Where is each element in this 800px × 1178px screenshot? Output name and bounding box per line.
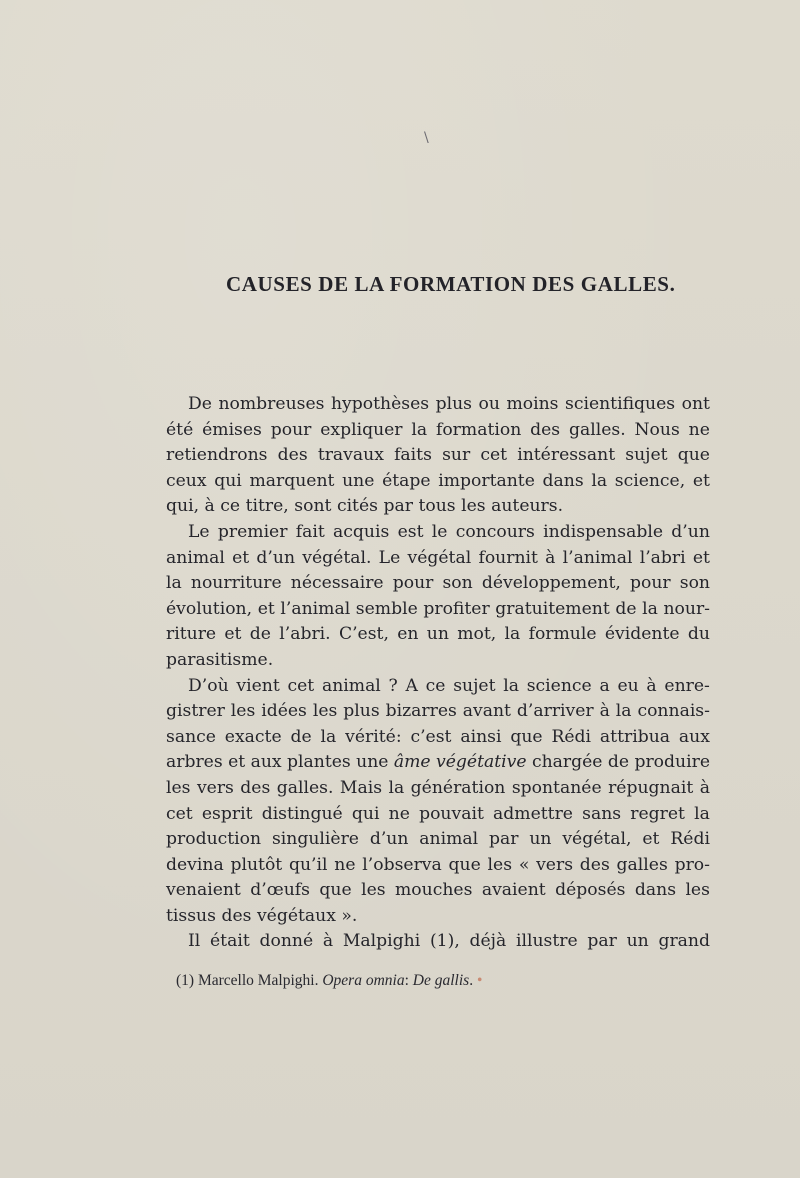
text-line <box>166 443 710 469</box>
word: vient <box>236 675 280 696</box>
word: d’œufs <box>250 880 310 901</box>
word: de <box>607 752 630 773</box>
word: ne <box>388 803 410 824</box>
word: des <box>221 905 252 926</box>
word: étape <box>382 470 431 491</box>
word: que <box>319 880 352 901</box>
word: des <box>277 445 308 466</box>
word: à <box>699 777 710 798</box>
word: à <box>545 547 556 568</box>
word: évidente <box>604 624 680 645</box>
word: des <box>530 419 561 440</box>
word: fait <box>295 521 325 542</box>
word: que <box>510 726 543 747</box>
word: son <box>679 573 710 594</box>
word: titre, <box>245 496 289 517</box>
word: pour <box>270 419 312 440</box>
word: singulière <box>271 829 359 850</box>
word: mouches <box>395 880 473 901</box>
word: par <box>383 496 413 517</box>
word: et <box>228 752 246 773</box>
word: à <box>204 496 215 517</box>
word: produire <box>634 752 710 773</box>
word: qu’il <box>288 854 328 875</box>
word: science <box>526 675 592 696</box>
word: des <box>579 854 610 875</box>
text-line <box>166 802 710 828</box>
word: qui <box>214 470 242 491</box>
word: dans <box>542 470 584 491</box>
text-line <box>166 853 710 879</box>
word: a <box>599 675 610 696</box>
word: aux <box>250 752 282 773</box>
word: intéressant <box>517 445 616 466</box>
word: scientifiques <box>565 394 676 414</box>
word: sujet <box>453 675 496 696</box>
word: son <box>442 573 473 594</box>
word: et <box>692 547 710 568</box>
word: cet <box>166 803 193 824</box>
text-line <box>166 571 710 597</box>
word: Le <box>378 547 401 568</box>
word: du <box>687 624 710 645</box>
word: Rédi <box>670 829 710 850</box>
word: la <box>166 573 182 594</box>
word: De <box>188 394 212 414</box>
word: plutôt <box>230 854 283 875</box>
word: hypothèses <box>330 394 430 414</box>
word: la <box>591 470 608 491</box>
word: Le <box>188 521 210 542</box>
word: eu <box>617 675 639 696</box>
word: et <box>224 624 242 645</box>
word: répugnait <box>608 777 694 798</box>
word: faits <box>394 445 432 466</box>
word: animal <box>419 829 479 850</box>
word: est <box>397 521 424 542</box>
word: et <box>642 829 660 850</box>
word: sont <box>294 496 332 517</box>
word: déjà <box>469 931 507 952</box>
word: végétal. <box>302 547 372 568</box>
word: expliquer <box>320 419 403 440</box>
word: la <box>504 624 521 645</box>
word: des <box>240 777 271 798</box>
word: végétaux <box>256 905 336 926</box>
text-line <box>166 674 710 700</box>
word: production <box>166 829 262 850</box>
word: A <box>405 675 418 696</box>
word: de <box>249 624 271 645</box>
chapter-title: CAUSES DE LA FORMATION DES GALLES. <box>226 272 676 296</box>
word: Rédi <box>551 726 592 747</box>
word: ce <box>425 675 446 696</box>
word: nécessaire <box>290 573 384 594</box>
text-line <box>166 776 710 802</box>
word: profiter <box>423 598 490 619</box>
word: les <box>685 880 710 901</box>
word: d’un <box>369 829 409 850</box>
word: de <box>615 598 637 619</box>
word: ? <box>388 675 398 696</box>
footnote <box>176 972 482 990</box>
word: illustre <box>515 931 578 952</box>
word: la <box>503 675 519 696</box>
word: par <box>587 931 617 952</box>
word: un <box>626 931 649 952</box>
word: à <box>599 701 610 722</box>
word: d’arriver <box>516 701 594 722</box>
word: admettre <box>493 803 573 824</box>
word: l’animal <box>280 598 351 619</box>
word: nourriture <box>190 573 282 594</box>
word: plantes <box>287 752 351 773</box>
word: premier <box>217 521 288 542</box>
word: Il <box>188 931 201 952</box>
word: avaient <box>481 880 546 901</box>
word: ». <box>341 905 358 926</box>
word: cet <box>287 675 315 696</box>
word: attribua <box>599 726 671 747</box>
word: D’où <box>188 675 229 696</box>
word: pouvait <box>419 803 484 824</box>
word: par <box>489 829 519 850</box>
word: que <box>677 445 710 466</box>
word: évolution, <box>166 598 253 619</box>
word: un <box>426 624 449 645</box>
word: cet <box>480 445 508 466</box>
text-line <box>166 878 710 904</box>
word: sur <box>442 445 471 466</box>
word: galles. <box>276 777 334 798</box>
word: concours <box>455 521 535 542</box>
word: galles. <box>568 419 626 440</box>
word: bizarres <box>385 701 457 722</box>
word: gratuitement <box>495 598 610 619</box>
text-line <box>166 827 710 853</box>
word: riture <box>166 624 217 645</box>
word: l’observa <box>362 854 442 875</box>
word: la <box>694 803 710 824</box>
word: de <box>290 726 312 747</box>
word: ou <box>478 394 500 414</box>
word: regret <box>630 803 685 824</box>
word: C’est, <box>338 624 389 645</box>
word: végétal, <box>562 829 632 850</box>
word: pro- <box>674 854 710 875</box>
word: exacte <box>224 726 282 747</box>
word: les <box>312 701 338 722</box>
word: les <box>230 701 256 722</box>
word: acquis <box>333 521 390 542</box>
word: la <box>615 701 632 722</box>
word: ne <box>688 419 710 440</box>
word: moins <box>506 394 559 414</box>
word: sans <box>582 803 622 824</box>
word: à <box>646 675 657 696</box>
word: d’un <box>256 547 296 568</box>
word: « <box>518 854 530 875</box>
word: grand <box>658 931 710 952</box>
italic-phrase: âme végétative <box>393 752 527 773</box>
word: connais- <box>637 701 710 722</box>
word: ainsi <box>460 726 502 747</box>
word: émises <box>202 419 262 440</box>
word: Nous <box>634 419 680 440</box>
word: sance <box>166 726 216 747</box>
word: cités <box>336 496 378 517</box>
word: ne <box>334 854 356 875</box>
word: Mais <box>339 777 383 798</box>
word: venaient <box>166 880 241 901</box>
word: gistrer <box>166 701 225 722</box>
word: tous <box>418 496 456 517</box>
text-line <box>166 725 710 751</box>
word: qui <box>351 803 380 824</box>
word: (1), <box>429 931 460 952</box>
text-line <box>166 929 710 955</box>
word: arbres <box>166 752 223 773</box>
word: science, <box>614 470 686 491</box>
text-line <box>166 648 710 674</box>
word: nour- <box>663 598 710 619</box>
word: aux <box>678 726 710 747</box>
word: c’est <box>410 726 452 747</box>
word: pour <box>392 573 434 594</box>
text-line <box>166 520 710 546</box>
word: devina <box>166 854 224 875</box>
word: génération <box>410 777 506 798</box>
word: nombreuses <box>218 394 325 414</box>
text-line <box>166 622 710 648</box>
footnote-prefix: (1) Marcello Malpighi. <box>176 972 323 989</box>
word: indispensable <box>543 521 663 542</box>
word: ceux <box>166 470 207 491</box>
body-text <box>166 392 710 955</box>
word: l’abri. <box>279 624 331 645</box>
footnote-suffix: . <box>469 972 474 989</box>
word: marquent <box>249 470 335 491</box>
word: importante <box>438 470 535 491</box>
word: que <box>448 854 481 875</box>
word: distingué <box>261 803 343 824</box>
word: en <box>397 624 419 645</box>
text-line <box>166 546 710 572</box>
word: vers <box>196 777 234 798</box>
word: la <box>642 598 658 619</box>
word: plus <box>343 701 380 722</box>
word: ce <box>220 496 241 517</box>
word: d’un <box>671 521 710 542</box>
word: plus <box>435 394 472 414</box>
word: était <box>210 931 250 952</box>
text-line <box>166 392 710 418</box>
word: et <box>692 470 710 491</box>
word: et <box>257 598 275 619</box>
word: retiendrons <box>166 445 268 466</box>
word: à <box>322 931 334 952</box>
word: les <box>461 496 486 517</box>
word: galles <box>616 854 668 875</box>
word: été <box>166 419 194 440</box>
word: parasitisme. <box>166 649 274 670</box>
footnote-dot: • <box>476 972 483 989</box>
word: idées <box>261 701 307 722</box>
word: la <box>320 726 337 747</box>
word: travaux <box>317 445 384 466</box>
word: animal <box>166 547 225 568</box>
word: chargée <box>531 752 603 773</box>
word: la <box>388 777 405 798</box>
word: les <box>361 880 386 901</box>
text-line <box>166 469 710 495</box>
word: fournit <box>478 547 538 568</box>
text-line <box>166 597 710 623</box>
text-line <box>166 699 710 725</box>
word: esprit <box>201 803 253 824</box>
word: une <box>342 470 375 491</box>
word: tissus <box>166 905 216 926</box>
word: le <box>431 521 448 542</box>
word: l’abri <box>639 547 686 568</box>
word: spontanée <box>511 777 602 798</box>
word: donné <box>259 931 314 952</box>
word: Malpighi <box>342 931 421 952</box>
word: formule <box>528 624 597 645</box>
word: enre- <box>664 675 710 696</box>
word: un <box>529 829 552 850</box>
word: la <box>411 419 428 440</box>
word: qui, <box>166 496 200 517</box>
word: formation <box>435 419 522 440</box>
text-line <box>166 750 710 776</box>
word: les <box>166 777 191 798</box>
word: et <box>232 547 250 568</box>
footnote-work-title: Opera omnia <box>322 972 405 989</box>
text-line <box>166 418 710 444</box>
footnote-separator: : <box>404 972 413 989</box>
word: animal <box>321 675 381 696</box>
word: sujet <box>625 445 668 466</box>
page-mark: \ <box>424 130 429 146</box>
word: ont <box>681 394 710 414</box>
word: l’animal <box>562 547 633 568</box>
text-line <box>166 494 710 520</box>
word: avant <box>462 701 511 722</box>
word: les <box>487 854 513 875</box>
word: pour <box>629 573 671 594</box>
word: une <box>356 752 389 773</box>
word: dans <box>634 880 677 901</box>
word: végétal <box>407 547 472 568</box>
word: vérité: <box>345 726 402 747</box>
word: semble <box>355 598 418 619</box>
word: déposés <box>555 880 626 901</box>
footnote-section-title: De gallis <box>412 972 470 989</box>
word: développement, <box>481 573 621 594</box>
text-line <box>166 904 710 930</box>
word: mot, <box>457 624 497 645</box>
word: auteurs. <box>491 496 564 517</box>
word: vers <box>536 854 574 875</box>
